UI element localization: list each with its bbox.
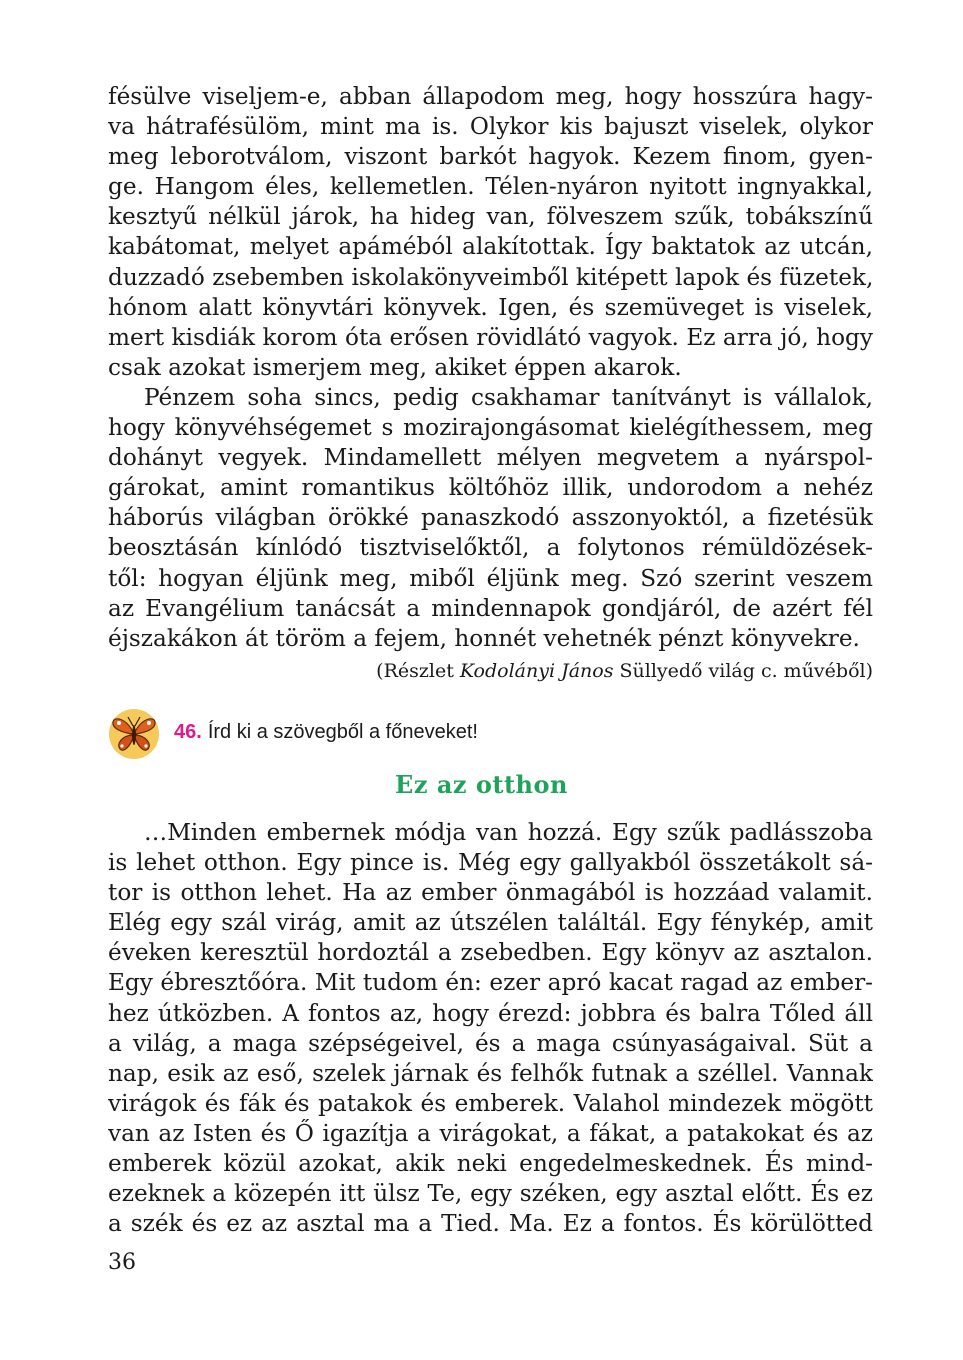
- text-line: tor is otthon lehet. Ha az ember önmagából is hozzáad valamit.: [108, 879, 873, 907]
- text-line: va hátrafésülöm, mint ma is. Olykor kis bajuszt viselek, olykor: [108, 113, 873, 141]
- task-46: [108, 706, 708, 762]
- text-line: éveken keresztül hordoztál a zsebedben. Egy könyv az asztalon.: [108, 939, 873, 967]
- text-line: meg leborotválom, viszont barkót hagyok. Kezem finom, gyen-: [108, 143, 873, 171]
- text-line: csak azokat ismerjem meg, akiket éppen akarok.: [108, 353, 682, 381]
- text-line: mert kisdiák korom óta erősen rövidlátó vagyok. Ez arra jó, hogy: [108, 323, 873, 351]
- task-text: Írd ki a szövegből a főneveket!: [207, 721, 478, 743]
- text-line: háborús világban örökké panaszkodó asszonyoktól, a fizetésük: [108, 504, 873, 532]
- text-line: virágok és fák és patakok és emberek. Valahol mindezek mögött: [108, 1089, 873, 1117]
- citation-suffix: Süllyedő világ c. művéből): [613, 660, 873, 682]
- text-line: hónom alatt könyvtári könyvek. Igen, és szemüveget is viselek,: [108, 293, 873, 321]
- task-number: 46.: [174, 721, 202, 743]
- text-line: a világ, a maga szépségeivel, és a maga csúnyaságaival. Süt a: [108, 1029, 873, 1057]
- section-title: Ez az otthon: [395, 770, 568, 799]
- paragraph-2: [108, 383, 873, 654]
- text-line: hez útközben. A fontos az, hogy érezd: jobbra és balra Tőled áll: [108, 999, 873, 1027]
- citation-prefix: (Részlet: [376, 660, 460, 682]
- text-line: től: hogyan éljünk meg, miből éljünk meg. Szó szerint veszem: [108, 564, 873, 592]
- task-instruction: [174, 721, 478, 744]
- source-citation: [376, 658, 873, 684]
- text-line: Pénzem soha sincs, pedig csakhamar tanítványt is vállalok,: [144, 384, 873, 411]
- text-line: kabátomat, melyet apáméból alakítottak. Így baktatok az utcán,: [108, 233, 873, 261]
- text-line: ezeknek a közepén itt ülsz Te, egy széken, egy asztal előtt. És ez: [108, 1180, 873, 1208]
- text-line: fésülve viseljem-e, abban állapodom meg, hogy hosszúra hagy-: [108, 83, 873, 110]
- text-line: kesztyű nélkül járok, ha hideg van, fölveszem szűk, tobákszínű: [108, 203, 873, 231]
- text-line: is lehet otthon. Egy pince is. Még egy gallyakból összetákolt sá-: [108, 849, 873, 877]
- text-line: a szék és ez az asztal ma a Tied. Ma. Ez a fontos. És körülötted: [108, 1210, 873, 1238]
- butterfly-icon: [108, 708, 160, 760]
- text-line: emberek közül azokat, akik neki engedelmeskednek. És mind-: [108, 1150, 873, 1178]
- page-number: 36: [108, 1250, 136, 1275]
- text-line: nap, esik az eső, szelek járnak és felhők futnak a széllel. Vannak: [108, 1059, 873, 1087]
- text-line: Elég egy szál virág, amit az útszélen találtál. Egy fénykép, amit: [108, 909, 873, 937]
- paragraph-1: [108, 82, 873, 383]
- text-line: beosztásán kínlódó tisztviselőktől, a folytonos rémüldözések-: [108, 534, 873, 562]
- paragraph-3: [108, 818, 873, 1239]
- text-line: éjszakákon át töröm a fejem, honnét vehetnék pénzt könyvekre.: [108, 624, 860, 652]
- text-line: az Evangélium tanácsát a mindennapok gondjáról, de azért fél: [108, 594, 873, 622]
- text-line: …Minden embernek módja van hozzá. Egy szűk padlásszoba: [144, 819, 873, 846]
- text-line: duzzadó zsebemben iskolakönyveimből kitépett lapok és füzetek,: [108, 263, 873, 291]
- text-line: van az Isten és Ő igazítja a virágokat, a fákat, a patakokat és az: [108, 1119, 873, 1147]
- text-line: ge. Hangom éles, kellemetlen. Télen-nyáron nyitott ingnyakkal,: [108, 173, 873, 201]
- text-line: hogy könyvéhségemet s mozirajongásomat kielégíthessem, meg: [108, 414, 873, 442]
- citation-author: Kodolányi János: [459, 660, 614, 682]
- text-line: gárokat, amint romantikus költőhöz illik, undorodom a nehéz: [108, 474, 873, 502]
- text-line: dohányt vegyek. Mindamellett mélyen megvetem a nyárspol-: [108, 444, 873, 472]
- text-line: Egy ébresztőóra. Mit tudom én: ezer apró kacat ragad az ember-: [108, 969, 873, 997]
